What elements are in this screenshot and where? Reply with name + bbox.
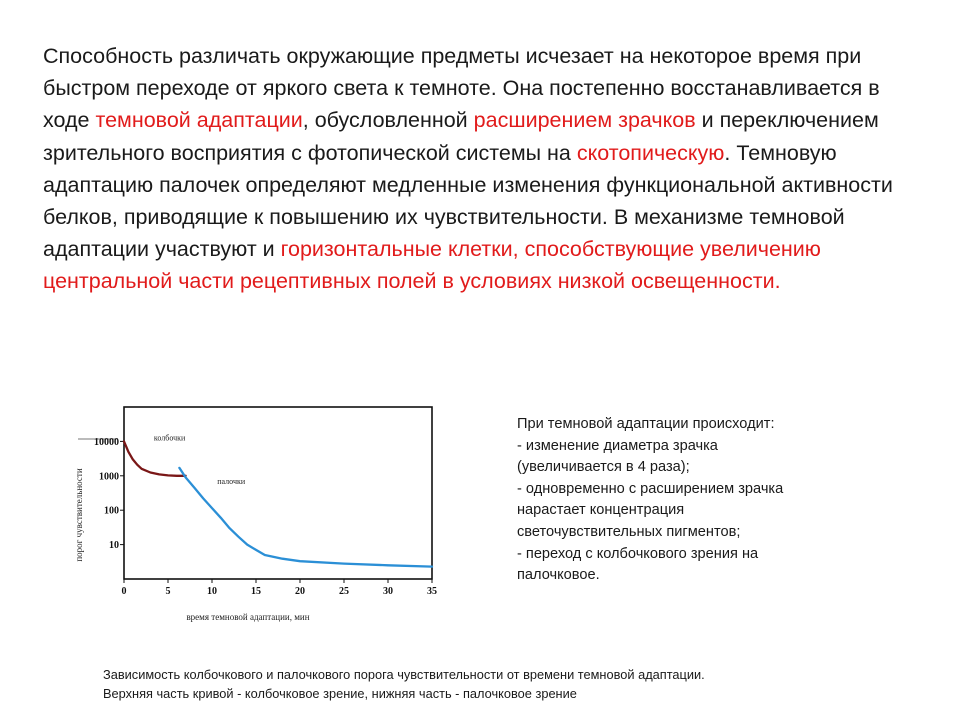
text-segment: Способность различать окружающие предметы исчезает на некоторое время при быстром переходе от яркого света к темноте. Она постепенно восстанавливается в ходе: [43, 44, 880, 133]
cone-curve: [124, 441, 186, 475]
notes-line: палочковое.: [517, 567, 600, 584]
caption-line-2: Верхняя часть кривой - колбочковое зрение, нижняя часть - палочковое зрение: [103, 686, 577, 701]
x-tick-label: 5: [165, 586, 171, 597]
text-segment: и переключением зрительного восприятия с фотопической системы на: [43, 108, 879, 165]
x-axis-ticks: [122, 579, 438, 597]
y-tick-label: 100: [104, 505, 119, 517]
cone-series-label: колбочки: [153, 433, 186, 443]
series-layer: [124, 441, 432, 566]
y-tick-label: 1000: [99, 471, 119, 483]
y-axis-ticks: [94, 437, 124, 551]
adaptation-notes: [517, 414, 937, 587]
highlight-scotopic: скотопическую: [576, 140, 725, 165]
highlight-horizontal-cells: горизонтальные клетки, способствующие увеличению центральной части рецептивных полей в условиях низкой освещенности.: [43, 237, 821, 294]
y-tick-label: 10: [109, 540, 119, 552]
x-tick-label: 30: [383, 586, 393, 597]
notes-line: - одновременно с расширением зрачка: [517, 480, 784, 497]
notes-line: светочувствительных пигментов;: [517, 523, 741, 540]
notes-line: При темновой адаптации происходит:: [517, 416, 775, 432]
x-tick-label: 0: [121, 586, 127, 597]
x-tick-label: 35: [427, 586, 437, 597]
x-tick-label: 15: [251, 586, 261, 597]
x-tick-label: 10: [207, 586, 217, 597]
text-segment: , обусловленной: [302, 108, 474, 133]
y-axis-label: порог чувствительности: [74, 468, 84, 562]
notes-line: (увеличивается в 4 раза);: [517, 459, 690, 476]
main-paragraph: [43, 40, 923, 298]
notes-line: - переход с колбочкового зрения на: [517, 545, 759, 562]
dark-adaptation-chart: [68, 398, 448, 630]
rod-series-label: палочки: [217, 476, 246, 486]
x-axis-label: время темновой адаптации, мин: [186, 612, 310, 622]
highlight-pupil-dilation: расширением зрачков: [473, 108, 696, 133]
y-tick-label: 10000: [94, 436, 119, 448]
notes-line: нарастает концентрация: [517, 502, 685, 519]
figure-caption: [103, 665, 943, 703]
highlight-dark-adaptation: темновой адаптации: [95, 108, 303, 133]
plot-frame: [78, 407, 432, 579]
x-tick-label: 20: [295, 586, 305, 597]
notes-line: - изменение диаметра зрачка: [517, 437, 718, 454]
x-tick-label: 25: [339, 586, 349, 597]
text-segment: . Темновую адаптацию палочек определяют медленные изменения функциональной активности белков, приводящие к повышению их чувствительности. В механизме темновой адаптации участвуют и: [43, 140, 893, 262]
caption-line-1: Зависимость колбочкового и палочкового порога чувствительности от времени темновой адаптации.: [103, 667, 705, 682]
